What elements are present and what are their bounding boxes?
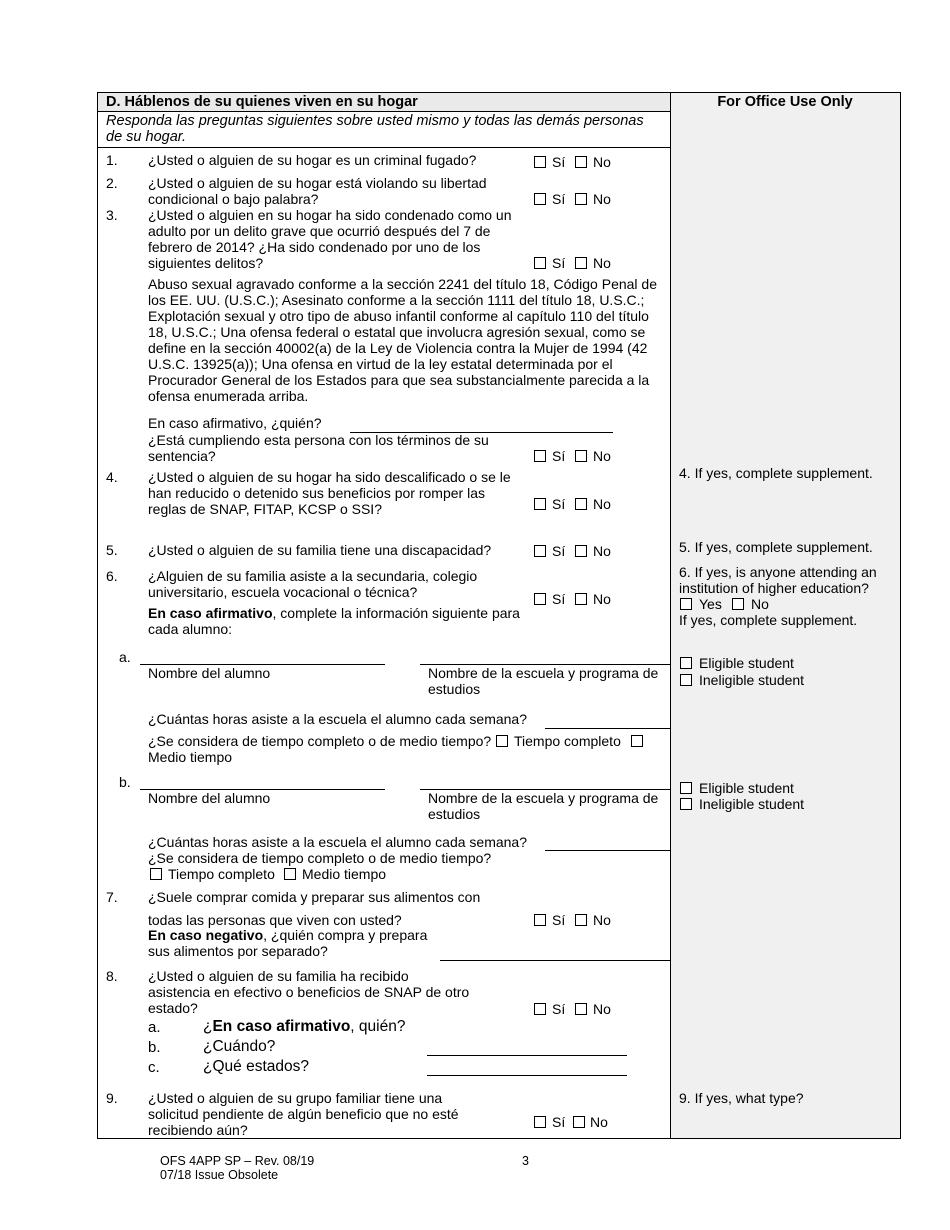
- q6-no-checkbox[interactable]: [575, 593, 587, 605]
- office-a-ineligible-checkbox[interactable]: [680, 674, 692, 686]
- q3-line4: siguientes delitos?: [148, 255, 264, 271]
- q4-no-checkbox[interactable]: [575, 498, 587, 510]
- office-a-ineligible-label: Ineligible student: [699, 672, 805, 688]
- q8a-number: a.: [148, 1019, 161, 1036]
- q8b-text: ¿Cuándo?: [203, 1038, 276, 1055]
- q3-sentence-line1: ¿Está cumpliendo esta persona con los términos de su: [148, 432, 489, 448]
- section-title: D. Háblenos de su quienes viven en su hogar: [106, 94, 418, 110]
- q6-line3: [148, 605, 520, 621]
- q5-number: 5.: [106, 542, 118, 558]
- q8c-number: c.: [148, 1059, 160, 1076]
- office-note-6-line4: If yes, complete supplement.: [679, 612, 858, 628]
- student-a-letter: a.: [119, 649, 131, 665]
- student-b-hours-field[interactable]: [545, 850, 670, 851]
- q7-who-field[interactable]: [440, 960, 670, 961]
- q2-line2: condicional o bajo palabra?: [148, 191, 319, 207]
- student-b-hours-label: ¿Cuántas horas asiste a la escuela el alumno cada semana?: [148, 834, 527, 850]
- q9-yes-label: Sí: [552, 1114, 566, 1130]
- q6-yes-label: Sí: [552, 591, 566, 607]
- student-b-parttime-checkbox[interactable]: [284, 868, 296, 880]
- student-a-fulltime-label: Tiempo completo: [514, 733, 621, 749]
- q8b-when-field[interactable]: [427, 1055, 627, 1056]
- instructions-divider: [98, 147, 670, 148]
- q5-yes-label: Sí: [552, 543, 566, 559]
- office-a-eligible-label: Eligible student: [699, 655, 794, 671]
- q5-no-checkbox[interactable]: [575, 545, 587, 557]
- q3-no-label: No: [593, 255, 611, 271]
- q8c-text: ¿Qué estados?: [203, 1058, 309, 1075]
- section-instructions: Responda las preguntas siguientes sobre usted mismo y todas las demás personas de su hogar.: [106, 113, 644, 145]
- student-a-school-label-2: estudios: [428, 681, 481, 697]
- q6-number: 6.: [106, 568, 118, 584]
- q5-yes-checkbox[interactable]: [534, 545, 546, 557]
- q8-number: 8.: [106, 968, 118, 984]
- q8a-text: [203, 1019, 405, 1035]
- student-b-name-label: Nombre del alumno: [148, 790, 271, 806]
- student-b-school-label-1: Nombre de la escuela y programa de: [428, 790, 659, 806]
- q4-line2: han reducido o detenido sus beneficios por romper las: [148, 485, 485, 501]
- q3-sentence-yes-checkbox[interactable]: [534, 450, 546, 462]
- q7-number: 7.: [106, 889, 118, 905]
- q3-line1: ¿Usted o alguien en su hogar ha sido condenado como un: [148, 207, 512, 223]
- q8-no-checkbox[interactable]: [575, 1003, 587, 1015]
- q8-yes-label: Sí: [552, 1001, 566, 1017]
- student-a-name-label: Nombre del alumno: [148, 665, 271, 681]
- q2-line1: ¿Usted o alguien de su hogar está violando su libertad: [148, 175, 487, 191]
- office-a-eligible-checkbox[interactable]: [680, 657, 692, 669]
- student-b-parttime-label: Medio tiempo: [302, 866, 387, 882]
- q6-no-label: No: [593, 591, 611, 607]
- q3-sentence-yes-label: Sí: [552, 448, 566, 464]
- office-b-eligible-label: Eligible student: [699, 780, 794, 796]
- q8-line1: ¿Usted o alguien de su familia ha recibido: [148, 968, 409, 984]
- q3-no-checkbox[interactable]: [575, 257, 587, 269]
- q4-number: 4.: [106, 469, 118, 485]
- q4-line1: ¿Usted o alguien de su hogar ha sido descalificado o se le: [148, 469, 511, 485]
- student-a-ft-question: ¿Se considera de tiempo completo o de medio tiempo?: [148, 733, 492, 749]
- footer-obsolete: 07/18 Issue Obsolete: [160, 1168, 279, 1182]
- student-b-fulltime-checkbox[interactable]: [150, 868, 162, 880]
- student-a-hours-label: ¿Cuántas horas asiste a la escuela el alumno cada semana?: [148, 711, 527, 727]
- footer-form-id: OFS 4APP SP – Rev. 08/19: [160, 1154, 315, 1168]
- student-a-school-label-1: Nombre de la escuela y programa de: [428, 665, 659, 681]
- q4-no-label: No: [593, 496, 611, 512]
- student-b-fulltime-label: Tiempo completo: [168, 866, 275, 882]
- office-b-ineligible-checkbox[interactable]: [680, 798, 692, 810]
- q6-line3-rest: , complete la información siguiente para: [272, 605, 520, 621]
- student-a-hours-field[interactable]: [545, 728, 670, 729]
- office-note-5: 5. If yes, complete supplement.: [679, 539, 873, 555]
- q7-no-checkbox[interactable]: [575, 914, 587, 926]
- q2-no-label: No: [593, 191, 611, 207]
- q1-text: ¿Usted o alguien de su hogar es un criminal fugado?: [148, 152, 477, 168]
- office-use-header: For Office Use Only: [717, 94, 853, 110]
- q7-line1: ¿Suele comprar comida y preparar sus alimentos con: [148, 889, 481, 905]
- office-note-9: 9. If yes, what type?: [679, 1090, 804, 1106]
- student-a-parttime-checkbox[interactable]: [631, 735, 643, 747]
- q3-yes-label: Sí: [552, 255, 566, 271]
- q4-yes-checkbox[interactable]: [534, 498, 546, 510]
- student-b-letter: b.: [119, 774, 131, 790]
- q7-line3-rest: , ¿quién compra y prepara: [263, 927, 428, 943]
- q7-line4: sus alimentos por separado?: [148, 943, 328, 959]
- q7-line3: [148, 927, 427, 943]
- q8a-pre: ¿: [203, 1018, 213, 1035]
- office-note-4: 4. If yes, complete supplement.: [679, 465, 873, 481]
- q3-offense-list: Abuso sexual agravado conforme a la sección 2241 del título 18, Código Penal de los EE. UU. (U.S.C.); Asesinato conforme a la sección 1111 del título 18, U.S.C.; Explotación sexual y otro tipo de abuso infantil conforme al capítulo 110 del título 18, U.S.C.; Una ofensa federal o estatal que involucra agresión sexual, como se define en la sección 40002(a) de la Ley de Violencia contra la Mujer de 1994 (42 U.S.C. 13925(a)); Una ofensa en virtud de la ley estatal determinada por el Procurador General de los Estados para que sea substancialmente parecida a la ofensa enumerada arriba.: [148, 276, 658, 404]
- q8-yes-checkbox[interactable]: [534, 1003, 546, 1015]
- q7-no-label: No: [593, 912, 611, 928]
- q2-yes-label: Sí: [552, 191, 566, 207]
- q8-line3: estado?: [148, 1000, 198, 1016]
- q1-yes-checkbox[interactable]: [534, 156, 546, 168]
- q3-yes-checkbox[interactable]: [534, 257, 546, 269]
- q4-line3: reglas de SNAP, FITAP, KCSP o SSI?: [148, 501, 382, 517]
- q5-text: ¿Usted o alguien de su familia tiene una discapacidad?: [148, 542, 492, 558]
- q8c-states-field[interactable]: [427, 1075, 627, 1076]
- q7-yes-checkbox[interactable]: [534, 914, 546, 926]
- q1-no-label: No: [593, 154, 611, 170]
- q4-yes-label: Sí: [552, 496, 566, 512]
- q2-number: 2.: [106, 175, 118, 191]
- q2-yes-checkbox[interactable]: [534, 193, 546, 205]
- student-a-parttime-label: Medio tiempo: [148, 749, 233, 765]
- office-6-yes-checkbox[interactable]: [680, 598, 692, 610]
- q7-line2: todas las personas que viven con usted?: [148, 912, 402, 928]
- q8a-bold: En caso afirmativo: [212, 1018, 351, 1035]
- q5-no-label: No: [593, 543, 611, 559]
- q6-yes-checkbox[interactable]: [534, 593, 546, 605]
- q8a-rest: , quién?: [350, 1018, 406, 1035]
- q6-line2: universitario, escuela vocacional o técnica?: [148, 584, 418, 600]
- q3-sentence-no-label: No: [593, 448, 611, 464]
- office-b-ineligible-label: Ineligible student: [699, 796, 805, 812]
- q3-number: 3.: [106, 207, 118, 223]
- q9-line1: ¿Usted o alguien de su grupo familiar tiene una: [148, 1090, 443, 1106]
- office-6-no-label: No: [751, 596, 769, 612]
- q7-bold-prefix: En caso negativo: [148, 927, 264, 943]
- student-b-school-label-2: estudios: [428, 806, 481, 822]
- office-6-no-checkbox[interactable]: [732, 598, 744, 610]
- q9-number: 9.: [106, 1090, 118, 1106]
- q2-no-checkbox[interactable]: [575, 193, 587, 205]
- q9-no-label: No: [590, 1114, 608, 1130]
- student-b-ft-question: ¿Se considera de tiempo completo o de medio tiempo?: [148, 850, 492, 866]
- q6-bold-prefix: En caso afirmativo: [148, 605, 273, 621]
- q3-sentence-line2: sentencia?: [148, 448, 216, 464]
- q8-no-label: No: [593, 1001, 611, 1017]
- q1-yes-label: Sí: [552, 154, 566, 170]
- q3-who-label: En caso afirmativo, ¿quién?: [148, 415, 322, 431]
- q3-line3: febrero de 2014? ¿Ha sido condenado por uno de los: [148, 239, 481, 255]
- q9-line2: solicitud pendiente de algún beneficio que no esté: [148, 1106, 459, 1122]
- office-note-6-line2: institution of higher education?: [679, 580, 869, 596]
- q3-sentence-no-checkbox[interactable]: [575, 450, 587, 462]
- q9-yes-checkbox[interactable]: [534, 1116, 546, 1128]
- office-6-yes-label: Yes: [699, 596, 722, 612]
- q9-no-checkbox[interactable]: [573, 1116, 585, 1128]
- q7-yes-label: Sí: [552, 912, 566, 928]
- q6-line4: cada alumno:: [148, 621, 233, 637]
- q8-line2: asistencia en efectivo o beneficios de SNAP de otro: [148, 984, 470, 1000]
- footer-page-number: 3: [522, 1154, 529, 1168]
- q1-no-checkbox[interactable]: [575, 156, 587, 168]
- q6-line1: ¿Alguien de su familia asiste a la secundaria, colegio: [148, 568, 478, 584]
- student-a-fulltime-checkbox[interactable]: [496, 735, 508, 747]
- q1-number: 1.: [106, 152, 118, 168]
- q9-line3: recibiendo aún?: [148, 1122, 248, 1138]
- office-note-6-line1: 6. If yes, is anyone attending an: [679, 564, 877, 580]
- office-b-eligible-checkbox[interactable]: [680, 782, 692, 794]
- q3-line2: adulto por un delito grave que ocurrió después del 7 de: [148, 223, 491, 239]
- q8b-number: b.: [148, 1039, 161, 1056]
